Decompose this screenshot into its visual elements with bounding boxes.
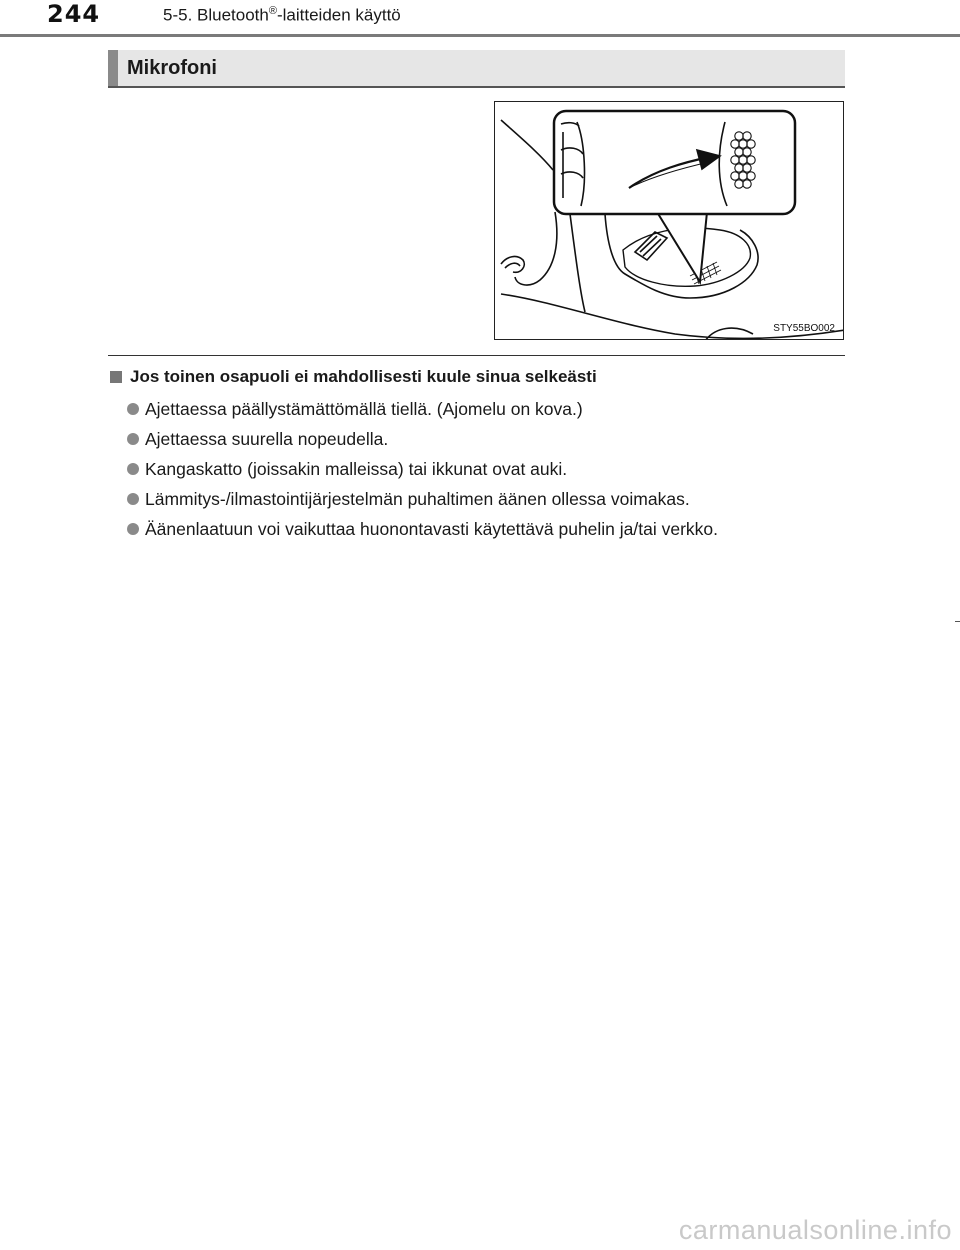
page-number: 244	[47, 0, 101, 28]
list-item-text: Lämmitys-/ilmastointijärjestelmän puhaltimen äänen ollessa voimakas.	[145, 488, 690, 509]
chapter-suffix: -laitteiden käyttö	[276, 5, 401, 25]
list-item	[127, 514, 718, 544]
header-rule	[0, 34, 960, 37]
subheading-text: Jos toinen osapuoli ei mahdollisesti kuule sinua selkeästi	[130, 367, 597, 386]
bullet-list	[127, 394, 718, 544]
bullet-dot-icon	[127, 463, 139, 475]
section-title: Mikrofoni	[127, 57, 217, 79]
bullet-dot-icon	[127, 403, 139, 415]
chapter-prefix: 5-5. Bluetooth	[163, 5, 269, 25]
list-item	[127, 394, 718, 424]
bullet-dot-icon	[127, 523, 139, 535]
list-item	[127, 454, 718, 484]
square-bullet-icon	[110, 371, 122, 383]
subheading	[110, 367, 597, 387]
list-item-text: Kangaskatto (joissakin malleissa) tai ikkunat ovat auki.	[145, 458, 568, 479]
bullet-dot-icon	[127, 433, 139, 445]
list-item-text: Ajettaessa suurella nopeudella.	[145, 428, 389, 449]
edge-mark	[955, 621, 960, 622]
list-item	[127, 424, 718, 454]
section-heading-bar	[108, 50, 118, 86]
registered-mark: ®	[268, 5, 277, 17]
section-divider	[108, 355, 845, 356]
list-item-text: Äänenlaatuun voi vaikuttaa huonontavasti käytettävä puhelin ja/tai verkko.	[145, 518, 719, 539]
figure-code: STY55BO002	[773, 323, 835, 334]
section-heading	[108, 50, 845, 88]
list-item-text: Ajettaessa päällystämättömällä tiellä. (Ajomelu on kova.)	[145, 398, 583, 419]
bullet-dot-icon	[127, 493, 139, 505]
list-item	[127, 484, 718, 514]
chapter-title	[163, 5, 401, 26]
microphone-location-illustration	[495, 102, 844, 340]
microphone-figure	[494, 101, 844, 340]
watermark[interactable]: carmanualsonline.info	[678, 1215, 952, 1245]
